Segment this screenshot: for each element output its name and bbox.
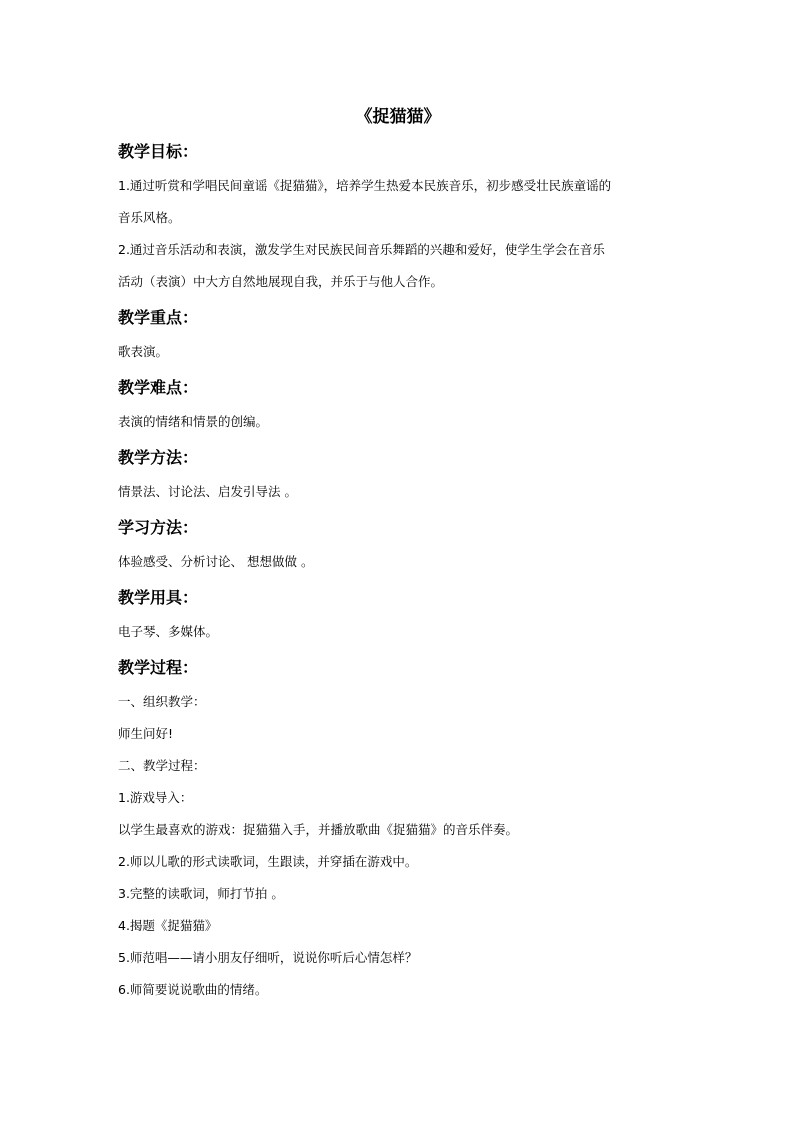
section-heading: 教学用具：	[118, 588, 199, 607]
paragraph: 情景法、讨论法、启发引导法 。	[118, 484, 297, 499]
paragraph: 3.完整的读歌词，师打节拍 。	[118, 886, 284, 901]
paragraph: 音乐风格。	[118, 210, 181, 225]
paragraph: 5.师范唱——请小朋友仔细听，说说你听后心情怎样？	[118, 950, 418, 965]
section-teaching-tools	[118, 584, 678, 648]
section-heading: 教学难点：	[118, 378, 199, 397]
paragraph: 师生问好!	[118, 726, 174, 741]
paragraph: 体验感受、分析讨论、 想想做做 。	[118, 554, 314, 569]
section-heading: 教学目标：	[118, 142, 199, 161]
document-body	[118, 102, 678, 1010]
section-teaching-process	[118, 654, 678, 1006]
paragraph: 表演的情绪和情景的创编。	[118, 414, 269, 429]
section-teaching-methods	[118, 444, 678, 508]
paragraph: 一、组织教学：	[118, 694, 206, 709]
section-objectives	[118, 138, 678, 298]
paragraph: 二、教学过程：	[118, 758, 206, 773]
paragraph: 2.通过音乐活动和表演，激发学生对民族民间音乐舞蹈的兴趣和爱好，使学生学会在音乐	[118, 242, 605, 257]
section-heading: 教学方法：	[118, 448, 199, 467]
section-heading: 教学重点：	[118, 308, 199, 327]
paragraph: 以学生最喜欢的游戏：捉猫猫入手，并播放歌曲《捉猫猫》的音乐伴奏。	[118, 822, 519, 837]
paragraph: 活动（表演）中大方自然地展现自我，并乐于与他人合作。	[118, 274, 444, 289]
paragraph: 4.揭题《捉猫猫》	[118, 918, 218, 933]
section-key-points	[118, 304, 678, 368]
section-heading: 教学过程：	[118, 658, 199, 677]
paragraph: 歌表演。	[118, 344, 169, 359]
section-heading: 学习方法：	[118, 518, 199, 537]
paragraph: 电子琴、多媒体。	[118, 624, 219, 639]
section-learning-methods	[118, 514, 678, 578]
paragraph: 1.游戏导入：	[118, 790, 193, 805]
paragraph: 6.师简要说说歌曲的情绪。	[118, 982, 268, 997]
paragraph: 1.通过听赏和学唱民间童谣《捉猫猫》，培养学生热爱本民族音乐，初步感受壮民族童谣的	[118, 178, 612, 193]
document-title: 《捉猫猫》	[355, 107, 441, 127]
section-difficulties	[118, 374, 678, 438]
paragraph: 2.师以儿歌的形式读歌词，生跟读，并穿插在游戏中。	[118, 854, 418, 869]
